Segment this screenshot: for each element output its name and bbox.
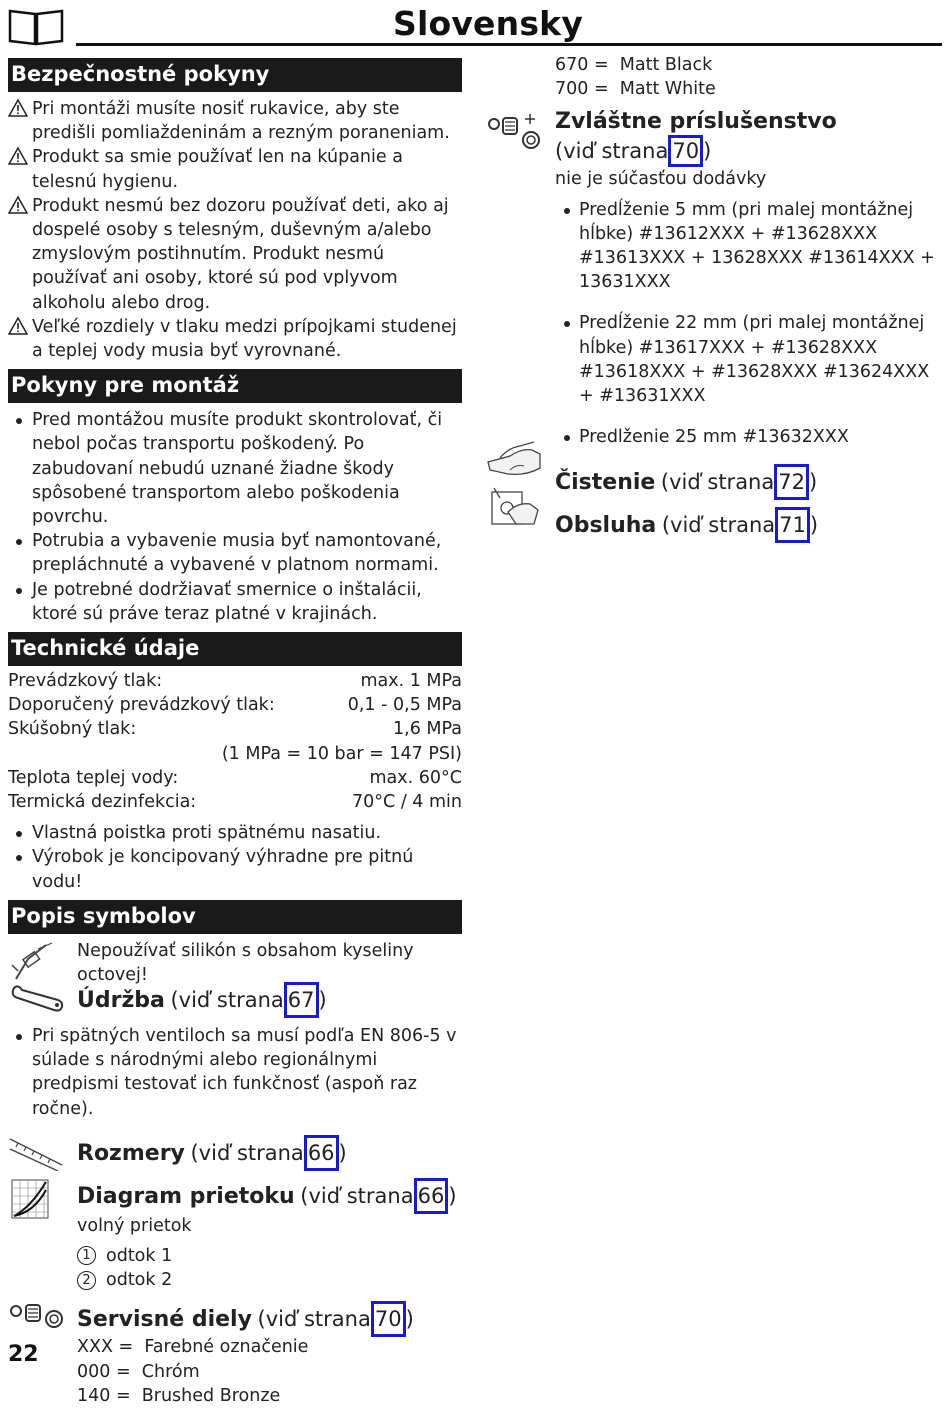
maintenance-row	[8, 982, 462, 1018]
cleaning-row	[555, 464, 947, 500]
spec-label: Skúšobný tlak:	[8, 719, 137, 740]
silicone-warning-text: Nepoužívať silikón s obsahom kyseliny octovej!	[77, 940, 414, 986]
manual-book-icon	[8, 8, 64, 46]
cleaning-hand-icon	[486, 440, 542, 480]
dimensions-ref: (viď strana	[190, 1140, 304, 1165]
color-code-item: XXX = Farebné označenie	[77, 1337, 309, 1358]
spec-label: Teplota teplej vody:	[8, 767, 179, 788]
page-link-66-dimensions[interactable]: 66	[304, 1135, 339, 1171]
color-code: 700	[555, 79, 589, 100]
color-code: 140	[77, 1385, 111, 1406]
spec-row	[8, 742, 462, 766]
operation-row	[555, 507, 947, 543]
maintenance-title: Údržba	[77, 987, 165, 1013]
page-number: 22	[8, 1342, 39, 1367]
accessories-icon	[486, 112, 544, 154]
color-code: XXX	[77, 1337, 113, 1358]
outlet-number: 2	[77, 1271, 96, 1290]
ref-close: )	[318, 987, 327, 1012]
warning-item	[8, 194, 462, 315]
spec-label: Doporučený prevádzkový tlak:	[8, 695, 275, 716]
list-item: Predĺženie 22 mm (pri malej montážnej hĺbke) #13617XXX + #13628XXX #13618XXX + #13628XXX #13624XXX + #13631XXX	[555, 311, 947, 408]
list-item: Predlženie 25 mm #13632XXX	[555, 425, 947, 449]
silicone-gun-icon	[8, 941, 56, 981]
spec-value: 1,6 MPa	[393, 719, 462, 740]
color-name: Matt White	[619, 79, 716, 100]
page-link-66-flow[interactable]: 66	[414, 1178, 449, 1214]
list-item: Pri spätných ventiloch sa musí podľa EN 806-5 v súlade s národnými alebo regionálnymi predpismi testovať ich funkčnosť (aspoň raz ročne).	[8, 1024, 462, 1121]
list-item: Pred montážou musíte produkt skontrolovať, či nebol počas transportu poškodený. Po zabudovaní nebudú uznané žiadne škody spôsobené transportom alebo poškodenia povrchu.	[8, 408, 462, 529]
outlet-item	[8, 1268, 462, 1292]
warning-icon	[8, 316, 28, 336]
accessories-ref: (viď strana	[555, 139, 669, 164]
section-heading-mounting: Pokyny pre montáž	[8, 369, 462, 403]
outlet-label: odtok 1	[106, 1245, 173, 1266]
page-link-72[interactable]: 72	[774, 464, 809, 500]
page-link-71[interactable]: 71	[775, 507, 810, 543]
warning-icon	[8, 98, 28, 118]
warning-text: Veľké rozdiely v tlaku medzi prípojkami studenej a teplej vody musia byť vyrovnané.	[32, 316, 457, 362]
warning-item	[8, 315, 462, 363]
dimensions-row	[8, 1135, 462, 1173]
warning-item	[8, 145, 462, 193]
outlet-number: 1	[77, 1246, 96, 1265]
service-title: Servisné diely	[77, 1307, 252, 1333]
color-code-item: 140 = Brushed Bronze	[77, 1385, 281, 1406]
accessories-heading	[555, 109, 947, 167]
flow-ref: (viď strana	[300, 1183, 414, 1208]
spare-parts-icon	[8, 1301, 66, 1335]
spec-value: max. 60°C	[369, 767, 462, 788]
color-code: 000	[77, 1361, 111, 1382]
maintenance-ref: (viď strana	[170, 987, 284, 1012]
ref-close: )	[703, 139, 712, 164]
page-link-70-accessories[interactable]: 70	[668, 135, 703, 167]
color-code: 670	[555, 55, 589, 75]
operation-title: Obsluha	[555, 513, 657, 539]
ruler-icon	[8, 1135, 64, 1171]
warning-text: Produkt sa smie používať len na kúpanie a telesnú hygienu.	[32, 147, 403, 192]
spec-row	[8, 693, 462, 717]
outlet-item	[8, 1244, 462, 1268]
spec-label: Prevádzkový tlak:	[8, 671, 163, 692]
spec-label: Termická dezinfekcia:	[8, 792, 197, 813]
ref-close: )	[809, 513, 819, 538]
flow-row	[8, 1178, 462, 1214]
service-ref: (viď strana	[257, 1307, 371, 1332]
flow-diagram-icon	[8, 1178, 50, 1220]
list-item: Vlastná poistka proti spätnému nasatiu.	[8, 821, 462, 845]
right-column	[555, 53, 947, 543]
list-item: Je potrebné dodržiavať smernice o inštalácii, ktoré sú práve teraz platné v krajinách.	[8, 578, 462, 626]
accessories-subtitle: nie je súčasťou dodávky	[555, 169, 767, 190]
color-name: Chróm	[141, 1361, 200, 1382]
section-heading-symbols: Popis symbolov	[8, 900, 462, 934]
ref-close: )	[405, 1307, 414, 1332]
cleaning-title: Čistenie	[555, 470, 656, 496]
ref-close: )	[338, 1140, 347, 1165]
left-column	[8, 58, 462, 1408]
color-code-item: 670 = Matt Black	[555, 55, 713, 75]
page-title: Slovensky	[393, 4, 584, 43]
outlet-label: odtok 2	[106, 1270, 173, 1291]
spec-value: 0,1 - 0,5 MPa	[347, 695, 462, 716]
list-item: Predĺženie 5 mm (pri malej montážnej hĺbke) #13612XXX + #13628XXX #13613XXX + 13628XXX #13614XXX + 13631XXX	[555, 198, 947, 295]
color-code-item: 000 = Chróm	[77, 1361, 200, 1382]
dimensions-title: Rozmery	[77, 1140, 185, 1166]
wrench-icon	[8, 982, 66, 1018]
color-name: Matt Black	[619, 55, 713, 75]
spec-value: (1 MPa = 10 bar = 147 PSI)	[221, 743, 462, 764]
spec-row	[8, 766, 462, 790]
operation-hand-icon	[486, 484, 542, 526]
color-code-item: 700 = Matt White	[555, 79, 716, 100]
spec-value: 70°C / 4 min	[352, 792, 462, 813]
page-link-70-service[interactable]: 70	[371, 1301, 406, 1337]
cleaning-ref: (viď strana	[660, 470, 775, 495]
spec-row	[8, 717, 462, 741]
accessories-title: Zvláštne príslušenstvo	[555, 109, 837, 135]
warning-item	[8, 97, 462, 145]
warning-text: Produkt nesmú bez dozoru používať deti, ako aj dospelé osoby s telesným, duševným a/alebo zmyslovým postihnutím. Produkt nesmú používať ani osoby, ktoré sú pod vplyvom alkoholu alebo drog.	[32, 195, 449, 313]
silicone-row	[8, 939, 462, 986]
warning-icon	[8, 146, 28, 166]
service-row	[8, 1301, 462, 1335]
section-heading-technical: Technické údaje	[8, 632, 462, 666]
flow-subtitle: volný prietok	[77, 1215, 192, 1236]
title-divider	[76, 43, 942, 46]
warning-text: Pri montáži musíte nosiť rukavice, aby ste predišli pomliaždeninám a rezným poraneniam.	[32, 99, 450, 144]
ref-close: )	[808, 470, 818, 495]
section-heading-safety: Bezpečnostné pokyny	[8, 58, 462, 92]
warning-icon	[8, 195, 28, 215]
page-link-67[interactable]: 67	[284, 982, 319, 1018]
color-name: Farebné označenie	[144, 1337, 309, 1358]
operation-ref: (viď strana	[661, 513, 776, 538]
list-item: Výrobok je koncipovaný výhradne pre pitnú vodu!	[8, 845, 462, 893]
flow-title: Diagram prietoku	[77, 1183, 295, 1209]
ref-close: )	[448, 1183, 457, 1208]
spec-value: max. 1 MPa	[360, 671, 462, 692]
color-name: Brushed Bronze	[141, 1385, 281, 1406]
spec-row	[8, 669, 462, 693]
list-item: Potrubia a vybavenie musia byť namontované, prepláchnuté a vybavené v platnom normami.	[8, 529, 462, 577]
spec-row	[8, 790, 462, 814]
